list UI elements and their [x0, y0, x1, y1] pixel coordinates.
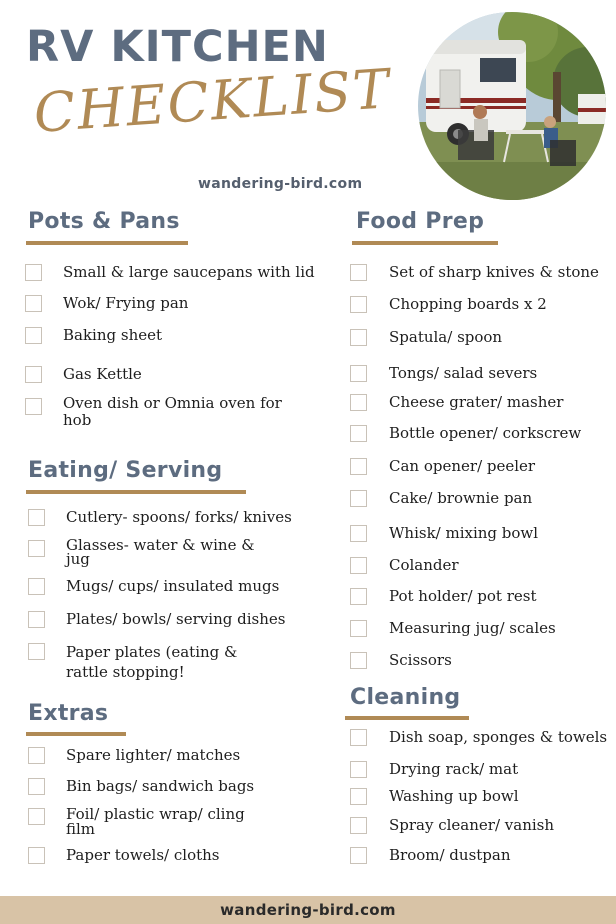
- checkbox[interactable]: [350, 296, 367, 313]
- footer-site-credit: wandering-bird.com: [220, 901, 396, 919]
- item-label: Chopping boards x 2: [389, 295, 547, 313]
- page-title: RV KITCHEN: [26, 22, 329, 72]
- food-prep-underline: [352, 241, 498, 245]
- checkbox[interactable]: [25, 366, 42, 383]
- checkbox[interactable]: [350, 425, 367, 442]
- checkbox[interactable]: [28, 778, 45, 795]
- site-credit: wandering-bird.com: [198, 176, 363, 192]
- checkbox[interactable]: [28, 540, 45, 557]
- checkbox[interactable]: [28, 847, 45, 864]
- item-label: Dish soap, sponges & towels: [389, 728, 608, 746]
- checkbox[interactable]: [350, 847, 367, 864]
- rv-camping-photo: [418, 12, 606, 200]
- checkbox[interactable]: [350, 788, 367, 805]
- checkbox[interactable]: [350, 588, 367, 605]
- item-label: Cutlery- spoons/ forks/ knives: [66, 508, 292, 526]
- item-label: Colander: [389, 556, 459, 574]
- item-label: Plates/ bowls/ serving dishes: [66, 610, 286, 628]
- checkbox[interactable]: [28, 611, 45, 628]
- pots-pans-underline: [26, 241, 188, 245]
- checkbox[interactable]: [28, 643, 45, 660]
- checkbox[interactable]: [350, 525, 367, 542]
- checkbox[interactable]: [25, 327, 42, 344]
- item-label: Bin bags/ sandwich bags: [66, 777, 255, 795]
- item-label: Bottle opener/ corkscrew: [389, 424, 582, 442]
- checkbox[interactable]: [350, 365, 367, 382]
- item-label: Baking sheet: [63, 326, 163, 344]
- cleaning-underline: [345, 716, 469, 720]
- item-label: Whisk/ mixing bowl: [389, 524, 539, 542]
- item-label: Can opener/ peeler: [389, 457, 536, 475]
- item-label: Drying rack/ mat: [389, 760, 519, 778]
- item-label: Spray cleaner/ vanish: [389, 816, 555, 834]
- checkbox[interactable]: [28, 747, 45, 764]
- checkbox[interactable]: [25, 295, 42, 312]
- item-label: Broom/ dustpan: [389, 846, 511, 864]
- eating-serving-heading: Eating/ Serving: [28, 458, 223, 483]
- checkbox[interactable]: [350, 264, 367, 281]
- checkbox[interactable]: [350, 620, 367, 637]
- checkbox[interactable]: [350, 490, 367, 507]
- eating-serving-underline: [26, 490, 246, 494]
- item-label: Cheese grater/ masher: [389, 393, 564, 411]
- food-prep-heading: Food Prep: [356, 209, 485, 234]
- pots-pans-heading: Pots & Pans: [28, 209, 180, 234]
- item-label: Mugs/ cups/ insulated mugs: [66, 577, 280, 595]
- checkbox[interactable]: [350, 394, 367, 411]
- item-label: Small & large saucepans with lid: [63, 263, 315, 281]
- item-label: Paper plates (eating & rattle stopping!: [66, 643, 238, 681]
- checkbox[interactable]: [350, 817, 367, 834]
- item-label: Paper towels/ cloths: [66, 846, 220, 864]
- page-subtitle-script: CHECKLIST: [31, 57, 394, 145]
- item-label: Washing up bowl: [389, 787, 519, 805]
- checkbox[interactable]: [350, 652, 367, 669]
- item-label: Set of sharp knives & stone: [389, 263, 599, 281]
- item-label: Spare lighter/ matches: [66, 746, 241, 764]
- checkbox[interactable]: [25, 264, 42, 281]
- item-label: Wok/ Frying pan: [63, 294, 189, 312]
- checkbox[interactable]: [350, 458, 367, 475]
- checkbox[interactable]: [350, 729, 367, 746]
- cleaning-heading: Cleaning: [350, 685, 461, 710]
- item-label: Pot holder/ pot rest: [389, 587, 537, 605]
- extras-underline: [26, 732, 126, 736]
- item-label: Scissors: [389, 651, 452, 669]
- checkbox[interactable]: [350, 329, 367, 346]
- checkbox[interactable]: [350, 761, 367, 778]
- checkbox[interactable]: [28, 808, 45, 825]
- item-label: Glasses- water & wine & jug: [66, 536, 255, 568]
- item-label: Oven dish or Omnia oven for hob: [63, 394, 282, 429]
- item-label: Spatula/ spoon: [389, 328, 503, 346]
- item-label: Gas Kettle: [63, 365, 142, 383]
- extras-heading: Extras: [28, 701, 109, 726]
- checkbox[interactable]: [25, 398, 42, 415]
- checkbox[interactable]: [28, 578, 45, 595]
- checkbox[interactable]: [350, 557, 367, 574]
- item-label: Measuring jug/ scales: [389, 619, 556, 637]
- checkbox[interactable]: [28, 509, 45, 526]
- item-label: Cake/ brownie pan: [389, 489, 533, 507]
- item-label: Tongs/ salad severs: [389, 364, 538, 382]
- item-label: Foil/ plastic wrap/ cling film: [66, 805, 245, 838]
